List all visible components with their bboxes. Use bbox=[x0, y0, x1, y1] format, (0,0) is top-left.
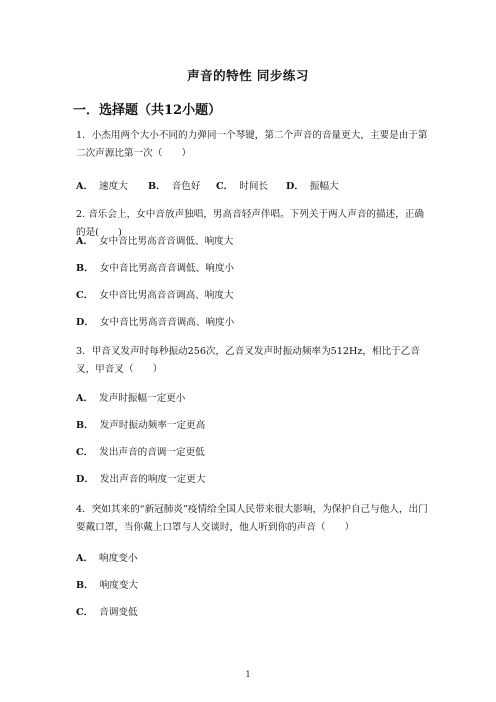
option-c[interactable]: C． 发出声音的音调一定更低 bbox=[76, 447, 205, 458]
option-c[interactable]: C． 音调变低 bbox=[76, 607, 138, 618]
question-1-options bbox=[76, 180, 339, 194]
option-d[interactable]: D． 振幅大 bbox=[286, 181, 339, 192]
option-c[interactable]: C． 时间长 bbox=[216, 181, 269, 192]
option-d[interactable]: D． 发出声音的响度一定更大 bbox=[76, 474, 206, 485]
option-a[interactable]: A． 响度变小 bbox=[76, 553, 138, 564]
question-4-stem: 4．突如其来的“新冠肺炎”疫情给全国人民带来很大影响，为保护自己与他人，出门要戴口罩，当你戴上口罩与人交谈时，他人听到你的声音（ ） bbox=[76, 504, 428, 533]
option-b[interactable]: B． 音色好 bbox=[148, 181, 201, 192]
option-b[interactable]: B． 响度变大 bbox=[76, 580, 139, 591]
option-b[interactable]: B． 发声时振动频率一定更高 bbox=[76, 420, 206, 431]
option-a[interactable]: A． 女中音比男高音音调低、响度大 bbox=[76, 236, 234, 247]
section-heading: 一．选择题（共12小题） bbox=[73, 103, 222, 118]
option-d[interactable]: D． 女中音比男高音音调高、响度小 bbox=[76, 317, 235, 328]
option-a[interactable]: A． 发声时振幅一定更小 bbox=[76, 393, 186, 404]
question-2-stem: 2. 音乐会上，女中音放声独唱，男高音轻声伴唱。下列关于两人声音的描述，正确的是( ) bbox=[76, 209, 424, 238]
option-c[interactable]: C． 女中音比男高音音调高、响度大 bbox=[76, 290, 234, 301]
question-3-stem: 3．甲音叉发声时每秒振动256次，乙音叉发声时振动频率为512Hz，相比于乙音叉，甲音叉（ ） bbox=[76, 346, 420, 375]
question-1-stem: 1．小杰用两个大小不同的力弹同一个琴键，第二个声音的音量更大，主要是由于第二次声源比第一次（ ） bbox=[76, 130, 428, 159]
option-a[interactable]: A． 速度大 bbox=[76, 181, 128, 192]
option-b[interactable]: B． 女中音比男高音音调低、响度小 bbox=[76, 263, 235, 274]
page-number: 1 bbox=[245, 670, 251, 679]
document-title: 声音的特性 同步练习 bbox=[187, 68, 309, 83]
